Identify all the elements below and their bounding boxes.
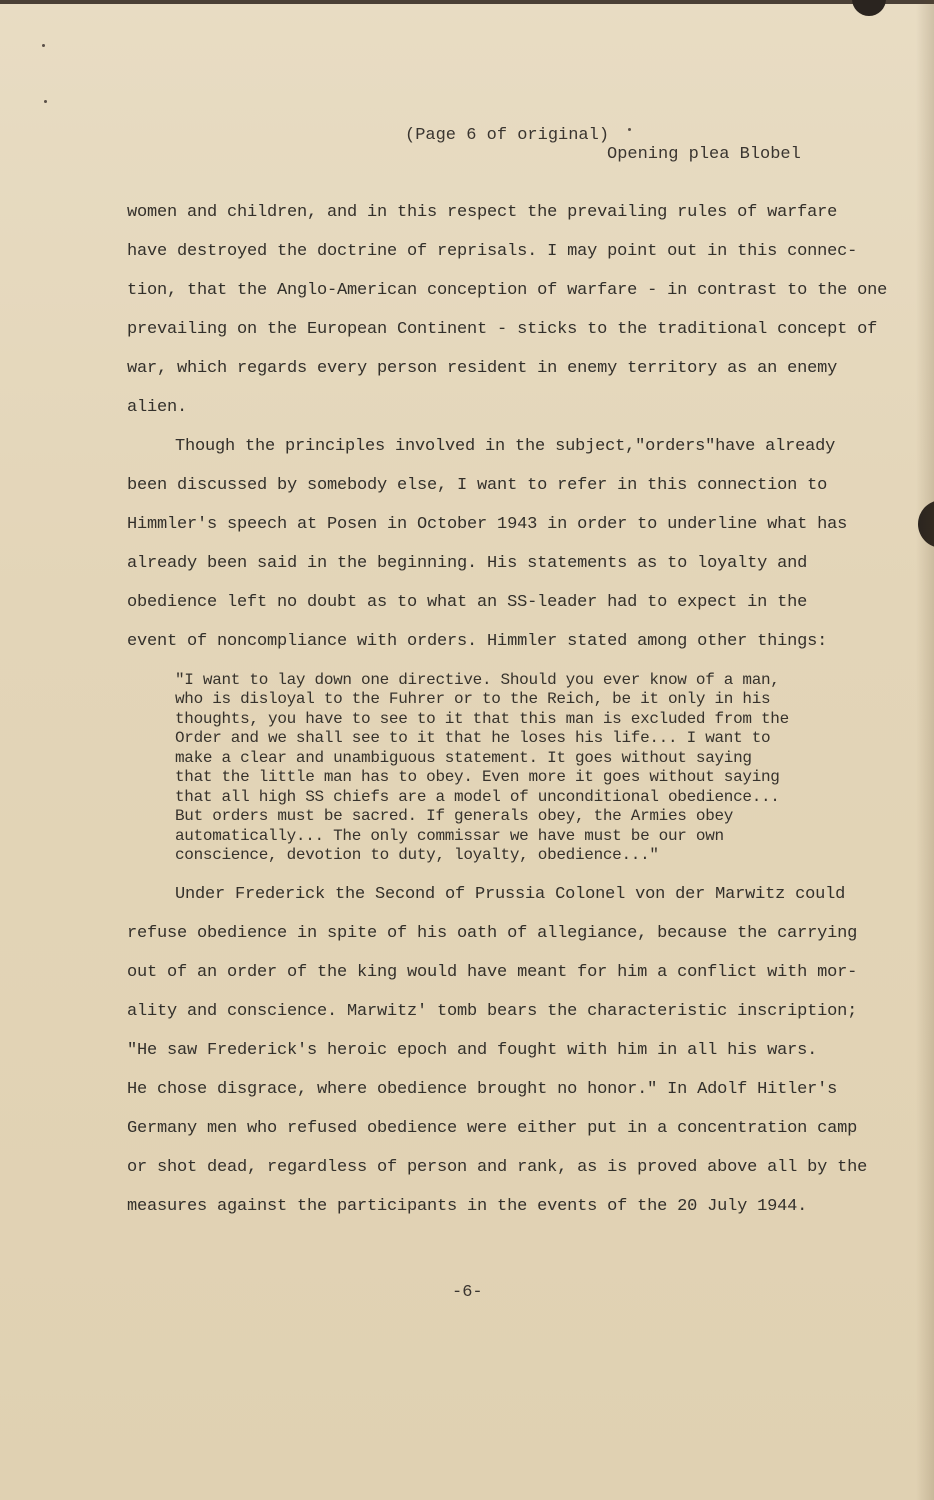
text-line: event of noncompliance with orders. Himmler stated among other things: [127, 632, 828, 651]
quote-line: conscience, devotion to duty, loyalty, obedience..." [175, 846, 659, 864]
text-line: already been said in the beginning. His statements as to loyalty and [127, 554, 808, 573]
quote-line: who is disloyal to the Fuhrer or to the Reich, be it only in his [175, 690, 771, 708]
page-reference: (Page 6 of original) [405, 126, 610, 145]
quote-line: that all high SS chiefs are a model of unconditional obedience... [175, 788, 780, 806]
page-number: -6- [452, 1283, 483, 1302]
quote-line: make a clear and unambiguous statement. It goes without saying [175, 749, 752, 767]
text-line: out of an order of the king would have meant for him a conflict with mor- [127, 963, 858, 982]
text-line: or shot dead, regardless of person and rank, as is proved above all by the [127, 1158, 868, 1177]
text-line: Though the principles involved in the subject,"orders"have already [175, 437, 836, 456]
text-line: Himmler's speech at Posen in October 1943 in order to underline what has [127, 515, 848, 534]
quote-line: Order and we shall see to it that he loses his life... I want to [175, 729, 771, 747]
text-line: alien. [127, 398, 188, 417]
text-line: Germany men who refused obedience were either put in a concentration camp [127, 1119, 858, 1138]
text-line: He chose disgrace, where obedience brought no honor." In Adolf Hitler's [127, 1080, 838, 1099]
text-line: prevailing on the European Continent - sticks to the traditional concept of [127, 320, 878, 339]
punch-hole-top [852, 0, 886, 16]
quote-line: thoughts, you have to see to it that this man is excluded from the [175, 710, 789, 728]
quote-line: "I want to lay down one directive. Should you ever know of a man, [175, 671, 780, 689]
text-line: been discussed by somebody else, I want to refer in this connection to [127, 476, 828, 495]
text-line: measures against the participants in the events of the 20 July 1944. [127, 1197, 808, 1216]
quote-line: But orders must be sacred. If generals obey, the Armies obey [175, 807, 734, 825]
document-title: Opening plea Blobel [607, 145, 801, 164]
paper-speck [44, 100, 47, 103]
text-line: tion, that the Anglo-American conception of warfare - in contrast to the one [127, 281, 888, 300]
paper-speck [628, 128, 631, 131]
quote-line: that the little man has to obey. Even more it goes without saying [175, 768, 780, 786]
page-edge-shadow [916, 0, 934, 1500]
text-line: "He saw Frederick's heroic epoch and fought with him in all his wars. [127, 1041, 818, 1060]
text-line: have destroyed the doctrine of reprisals. I may point out in this connec- [127, 242, 858, 261]
text-line: obedience left no doubt as to what an SS-leader had to expect in the [127, 593, 808, 612]
quote-line: automatically... The only commissar we have must be our own [175, 827, 724, 845]
paper-speck [42, 44, 45, 47]
text-line: war, which regards every person resident in enemy territory as an enemy [127, 359, 838, 378]
text-line: ality and conscience. Marwitz' tomb bears the characteristic inscription; [127, 1002, 858, 1021]
text-line: refuse obedience in spite of his oath of allegiance, because the carrying [127, 924, 858, 943]
text-line: women and children, and in this respect the prevailing rules of warfare [127, 203, 838, 222]
text-line: Under Frederick the Second of Prussia Colonel von der Marwitz could [175, 885, 846, 904]
